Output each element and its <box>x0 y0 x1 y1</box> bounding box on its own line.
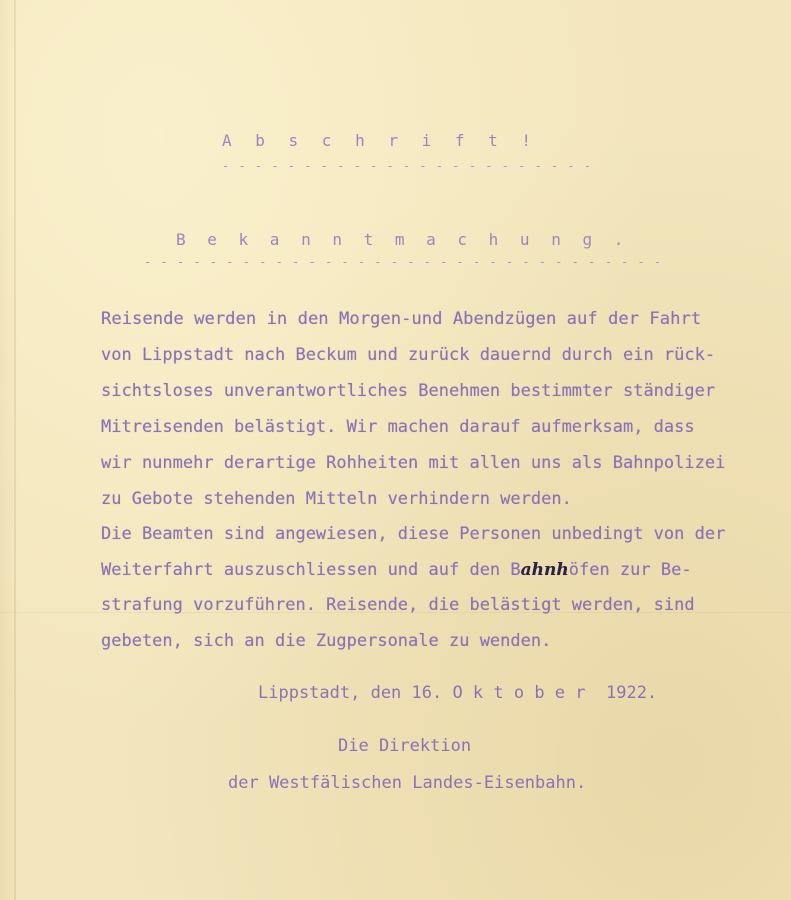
body-line: zu Gebote stehenden Mitteln verhindern werden. <box>101 489 572 509</box>
body-line: Mitreisenden belästigt. Wir machen darauf aufmerksam, dass <box>101 417 695 437</box>
body-line: Reisende werden in den Morgen-und Abendzügen auf der Fahrt <box>101 309 702 329</box>
body-line: gebeten, sich an die Zugpersonale zu wenden. <box>101 631 552 651</box>
paper-fold-left <box>14 0 16 900</box>
body-line-tail: öfen zur Be- <box>568 560 692 580</box>
body-line: von Lippstadt nach Beckum und zurück dauernd durch ein rück- <box>101 345 716 365</box>
body-line: Die Beamten sind angewiesen, diese Personen unbedingt von der <box>101 524 726 544</box>
announcement-heading: B e k a n n t m a c h u n g . <box>176 230 630 249</box>
signature-line-railway: der Westfälischen Landes-Eisenbahn. <box>228 773 587 793</box>
body-line-text: Weiterfahrt auszuschliessen und auf den B <box>101 560 521 580</box>
signature-line-directorate: Die Direktion <box>338 736 472 756</box>
body-line: sichtsloses unverantwortliches Benehmen bestimmter ständiger <box>101 381 716 401</box>
announcement-heading-rule: - - - - - - - - - - - - - - - - - - - - - - - - - - - - - - - - <box>144 255 663 269</box>
body-line: strafung vorzuführen. Reisende, die belästigt werden, sind <box>101 595 695 615</box>
date-line: Lippstadt, den 16. O k t o b e r 1922. <box>258 683 658 703</box>
body-line-with-correction <box>101 559 692 581</box>
document-title: A b s c h r i f t ! <box>222 131 539 150</box>
handwritten-correction: ahnh <box>520 560 569 580</box>
document-title-rule: - - - - - - - - - - - - - - - - - - - - - - - <box>222 159 593 173</box>
body-line: wir nunmehr derartige Rohheiten mit allen uns als Bahnpolizei <box>101 453 726 473</box>
